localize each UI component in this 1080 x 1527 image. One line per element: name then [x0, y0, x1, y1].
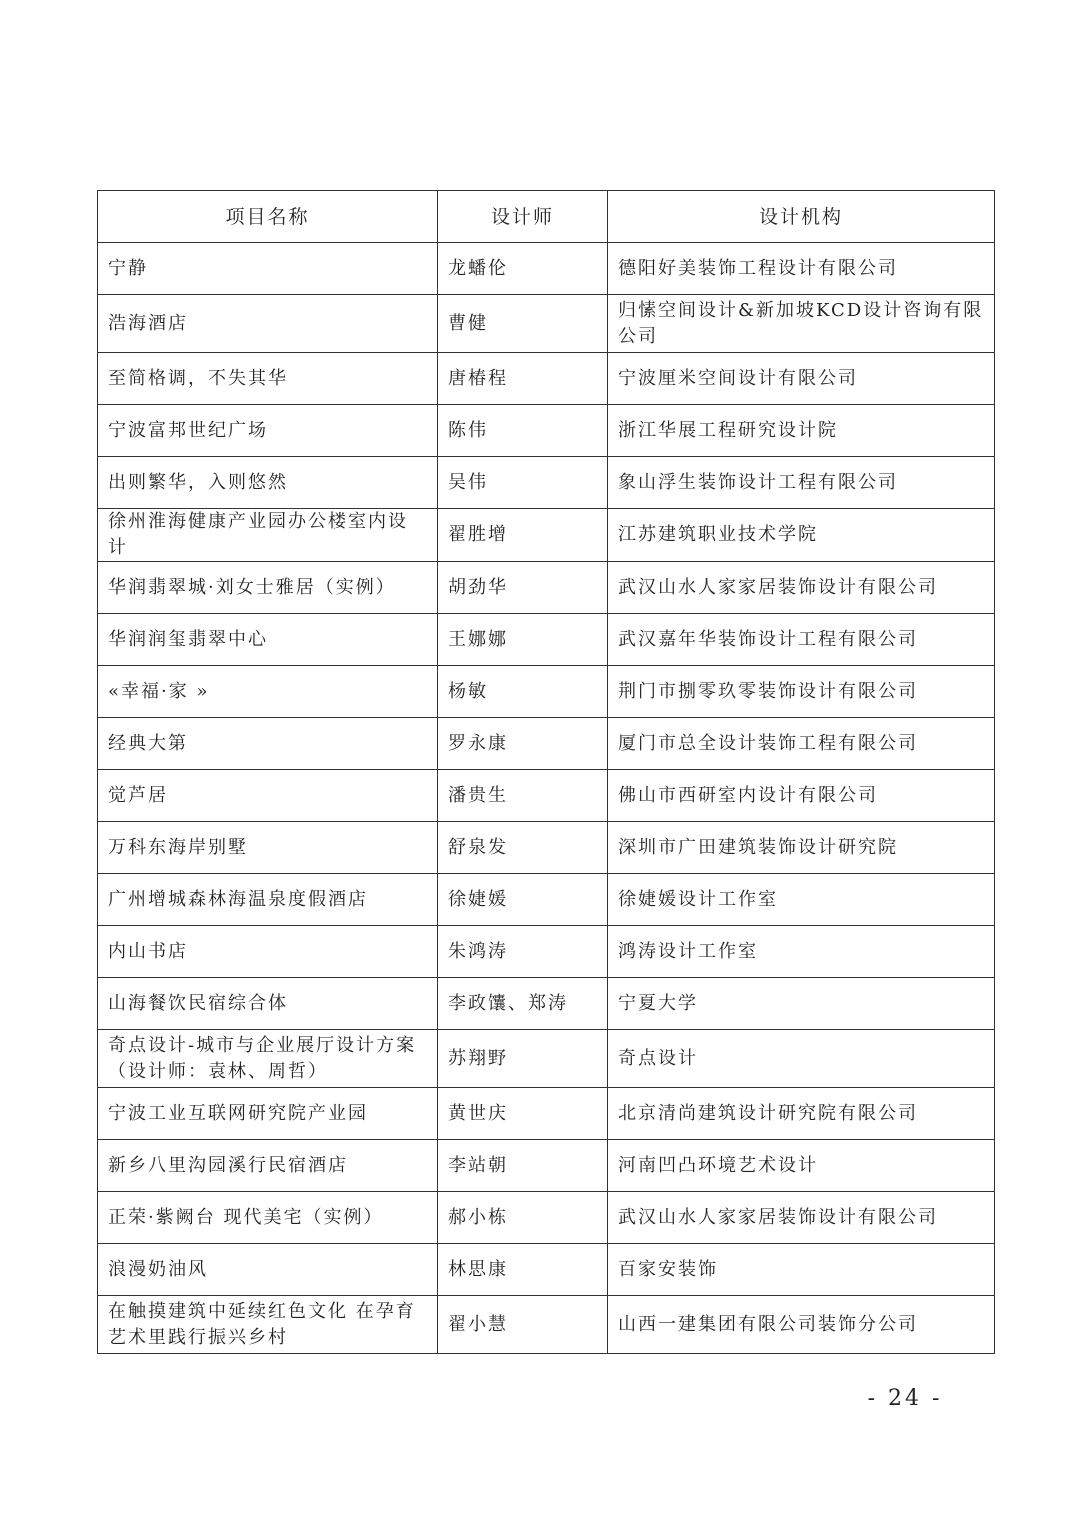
table-row — [98, 1030, 995, 1088]
table-row — [98, 1140, 995, 1192]
project-name-cell: 觉芦居 — [98, 770, 438, 822]
project-name-cell: 宁波工业互联网研究院产业园 — [98, 1088, 438, 1140]
table-row — [98, 874, 995, 926]
table-row — [98, 295, 995, 353]
project-name-cell: 经典大第 — [98, 718, 438, 770]
designer-cell: 徐婕媛 — [438, 874, 608, 926]
design-org-cell: 象山浮生装饰设计工程有限公司 — [608, 457, 995, 509]
design-org-cell: 深圳市广田建筑装饰设计研究院 — [608, 822, 995, 874]
table-row — [98, 666, 995, 718]
designer-cell: 李站朝 — [438, 1140, 608, 1192]
designer-cell: 黄世庆 — [438, 1088, 608, 1140]
design-org-cell: 河南凹凸环境艺术设计 — [608, 1140, 995, 1192]
designer-cell: 王娜娜 — [438, 614, 608, 666]
design-org-cell: 厦门市总全设计装饰工程有限公司 — [608, 718, 995, 770]
designer-cell: 朱鸿涛 — [438, 926, 608, 978]
table-row — [98, 822, 995, 874]
project-name-cell: 万科东海岸别墅 — [98, 822, 438, 874]
designer-cell: 潘贵生 — [438, 770, 608, 822]
design-org-cell: 江苏建筑职业技术学院 — [608, 509, 995, 562]
project-name-cell: «幸福·家 » — [98, 666, 438, 718]
header-designer: 设计师 — [438, 191, 608, 243]
table-row — [98, 562, 995, 614]
table-row — [98, 718, 995, 770]
designer-cell: 翟小慧 — [438, 1296, 608, 1354]
table-row — [98, 1192, 995, 1244]
project-name-cell: 浪漫奶油风 — [98, 1244, 438, 1296]
design-org-cell: 武汉山水人家家居装饰设计有限公司 — [608, 562, 995, 614]
table-row — [98, 1088, 995, 1140]
header-project-name: 项目名称 — [98, 191, 438, 243]
project-name-cell: 浩海酒店 — [98, 295, 438, 353]
table-row — [98, 509, 995, 562]
design-org-cell: 宁波厘米空间设计有限公司 — [608, 353, 995, 405]
designer-cell: 郝小栋 — [438, 1192, 608, 1244]
designer-cell: 龙蟠伦 — [438, 243, 608, 295]
project-name-cell: 华润翡翠城·刘女士雅居（实例） — [98, 562, 438, 614]
project-name-cell: 至简格调，不失其华 — [98, 353, 438, 405]
design-org-cell: 武汉山水人家家居装饰设计有限公司 — [608, 1192, 995, 1244]
table-row — [98, 978, 995, 1030]
designer-cell: 翟胜增 — [438, 509, 608, 562]
table-row — [98, 614, 995, 666]
design-org-cell: 鸿涛设计工作室 — [608, 926, 995, 978]
designer-cell: 罗永康 — [438, 718, 608, 770]
design-org-cell: 北京清尚建筑设计研究院有限公司 — [608, 1088, 995, 1140]
project-name-cell: 正荣·紫阙台 现代美宅（实例） — [98, 1192, 438, 1244]
table-row — [98, 405, 995, 457]
design-org-cell: 奇点设计 — [608, 1030, 995, 1088]
page-number: - 24 - — [867, 1386, 943, 1411]
project-name-cell: 在触摸建筑中延续红色文化 在孕育艺术里践行振兴乡村 — [98, 1296, 438, 1354]
project-name-cell: 出则繁华，入则悠然 — [98, 457, 438, 509]
designer-cell: 林思康 — [438, 1244, 608, 1296]
design-org-cell: 佛山市西研室内设计有限公司 — [608, 770, 995, 822]
design-org-cell: 山西一建集团有限公司装饰分公司 — [608, 1296, 995, 1354]
table-row — [98, 1296, 995, 1354]
designer-cell: 吴伟 — [438, 457, 608, 509]
project-name-cell: 徐州淮海健康产业园办公楼室内设计 — [98, 509, 438, 562]
designer-cell: 胡劲华 — [438, 562, 608, 614]
project-table — [97, 190, 995, 1354]
design-org-cell: 徐婕媛设计工作室 — [608, 874, 995, 926]
project-name-cell: 宁静 — [98, 243, 438, 295]
design-org-cell: 武汉嘉年华装饰设计工程有限公司 — [608, 614, 995, 666]
table-row — [98, 457, 995, 509]
designer-cell: 唐椿程 — [438, 353, 608, 405]
design-org-cell: 德阳好美装饰工程设计有限公司 — [608, 243, 995, 295]
table-header-row — [98, 191, 995, 243]
project-name-cell: 广州增城森林海温泉度假酒店 — [98, 874, 438, 926]
table-row — [98, 243, 995, 295]
table-row — [98, 353, 995, 405]
project-name-cell: 华润润玺翡翠中心 — [98, 614, 438, 666]
design-org-cell: 宁夏大学 — [608, 978, 995, 1030]
design-org-cell: 归愫空间设计&新加坡KCD设计咨询有限公司 — [608, 295, 995, 353]
designer-cell: 舒泉发 — [438, 822, 608, 874]
designer-cell: 苏翔野 — [438, 1030, 608, 1088]
design-org-cell: 百家安装饰 — [608, 1244, 995, 1296]
design-org-cell: 浙江华展工程研究设计院 — [608, 405, 995, 457]
project-name-cell: 内山书店 — [98, 926, 438, 978]
table-row — [98, 926, 995, 978]
designer-cell: 杨敏 — [438, 666, 608, 718]
designer-cell: 曹健 — [438, 295, 608, 353]
project-name-cell: 奇点设计-城市与企业展厅设计方案（设计师：袁林、周哲） — [98, 1030, 438, 1088]
header-design-org: 设计机构 — [608, 191, 995, 243]
designer-cell: 陈伟 — [438, 405, 608, 457]
table-row — [98, 770, 995, 822]
table-row — [98, 1244, 995, 1296]
project-name-cell: 新乡八里沟园溪行民宿酒店 — [98, 1140, 438, 1192]
project-name-cell: 山海餐饮民宿综合体 — [98, 978, 438, 1030]
design-org-cell: 荆门市捌零玖零装饰设计有限公司 — [608, 666, 995, 718]
designer-cell: 李政馕、郑涛 — [438, 978, 608, 1030]
project-name-cell: 宁波富邦世纪广场 — [98, 405, 438, 457]
